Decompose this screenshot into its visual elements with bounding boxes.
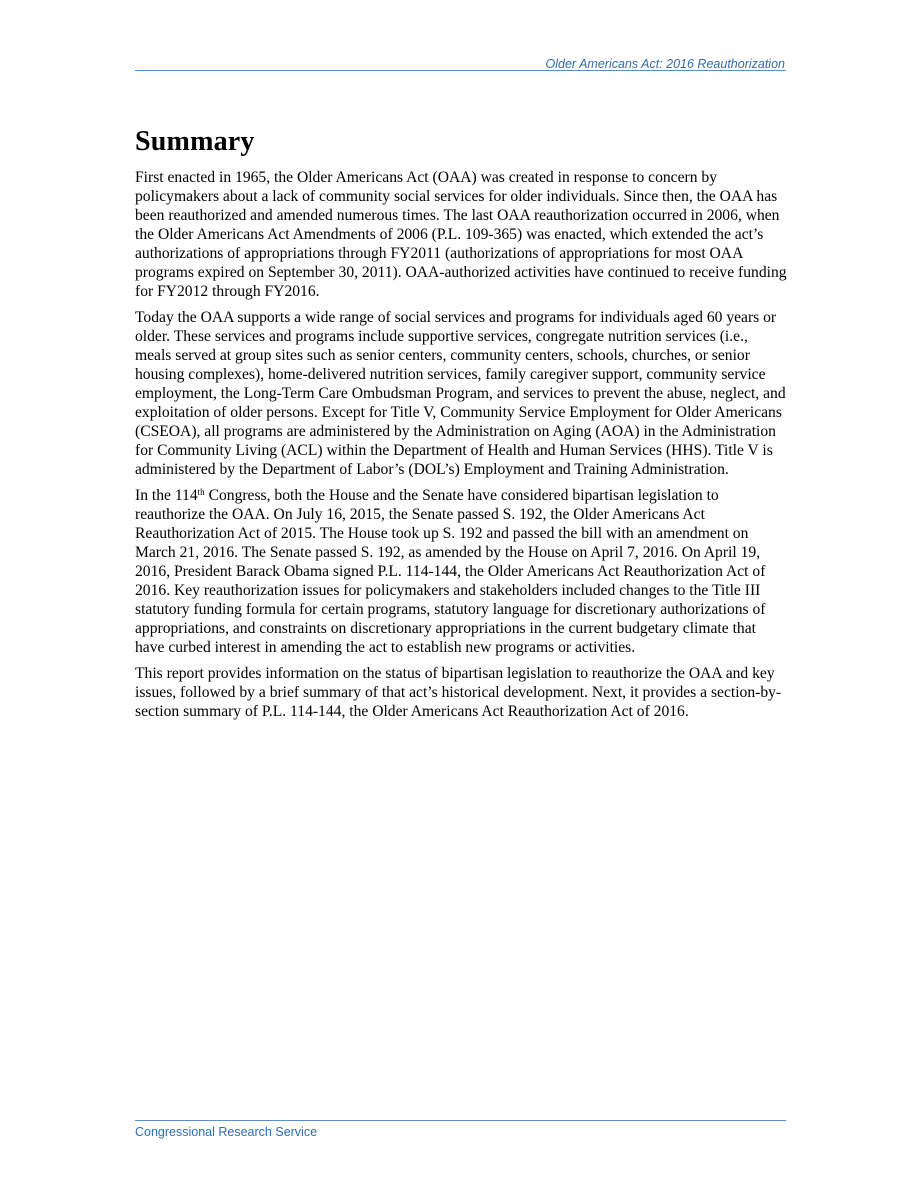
footer-organization: Congressional Research Service bbox=[135, 1125, 318, 1139]
paragraph-history: First enacted in 1965, the Older Americans Act (OAA) was created in response to concern by policymakers about a lack of community social services for older individuals. Since then, the OAA has been reauthorized and amended numerous times. The last OAA reauthorization occurred in 2006, when the Older Americans Act Amendments of 2006 (P.L. 109-365) was enacted, which extended the act’s authorizations of appropriations through FY2011 (authorizations of appropriations for most OAA programs expired on September 30, 2011). OAA-authorized activities have continued to receive funding for FY2012 through FY2016. bbox=[135, 169, 787, 300]
document-body bbox=[135, 122, 787, 728]
paragraph-legislation-rest: Congress, both the House and the Senate have considered bipartisan legislation to reauthorize the OAA. On July 16, 2015, the Senate passed S. 192, the Older Americans Act Reauthorization Act of 2015. The House took up S. 192 and passed the bill with an amendment on March 21, 2016. The Senate passed S. 192, as amended by the House on April 7, 2016. On April 19, 2016, President Barack Obama signed P.L. 114-144, the Older Americans Act Reauthorization Act of 2016. Key reauthorization issues for policymakers and stakeholders included changes to the Title III statutory funding formula for certain programs, statutory language for discretionary authorizations of appropriations, and constraints on discretionary appropriations in the current budgetary climate that have curbed interest in amending the act to establish new programs or activities. bbox=[135, 487, 766, 656]
paragraph-legislation bbox=[135, 486, 787, 657]
running-header bbox=[135, 54, 786, 71]
section-heading: Summary bbox=[135, 126, 255, 157]
paragraph-legislation-prefix: In the 114 bbox=[135, 487, 198, 504]
running-header-title: Older Americans Act: 2016 Reauthorization bbox=[545, 57, 785, 71]
running-footer bbox=[135, 1120, 786, 1141]
paragraph-report-scope: This report provides information on the status of bipartisan legislation to reauthorize the OAA and key issues, followed by a brief summary of that act’s historical development. Next, it provides a section-by-section summary of P.L. 114-144, the Older Americans Act Reauthorization Act of 2016. bbox=[135, 665, 782, 720]
paragraph-services: Today the OAA supports a wide range of social services and programs for individuals aged 60 years or older. These services and programs include supportive services, congregate nutrition services (i.e., meals served at group sites such as senior centers, community centers, schools, churches, or senior housing complexes), home-delivered nutrition services, family caregiver support, community service employment, the Long-Term Care Ombudsman Program, and services to prevent the abuse, neglect, and exploitation of older persons. Except for Title V, Community Service Employment for Older Americans (CSEOA), all programs are administered by the Administration on Aging (AOA) in the Administration for Community Living (ACL) within the Department of Health and Human Services (HHS). Title V is administered by the Department of Labor’s (DOL’s) Employment and Training Administration. bbox=[135, 309, 786, 478]
ordinal-superscript: th bbox=[197, 487, 205, 497]
